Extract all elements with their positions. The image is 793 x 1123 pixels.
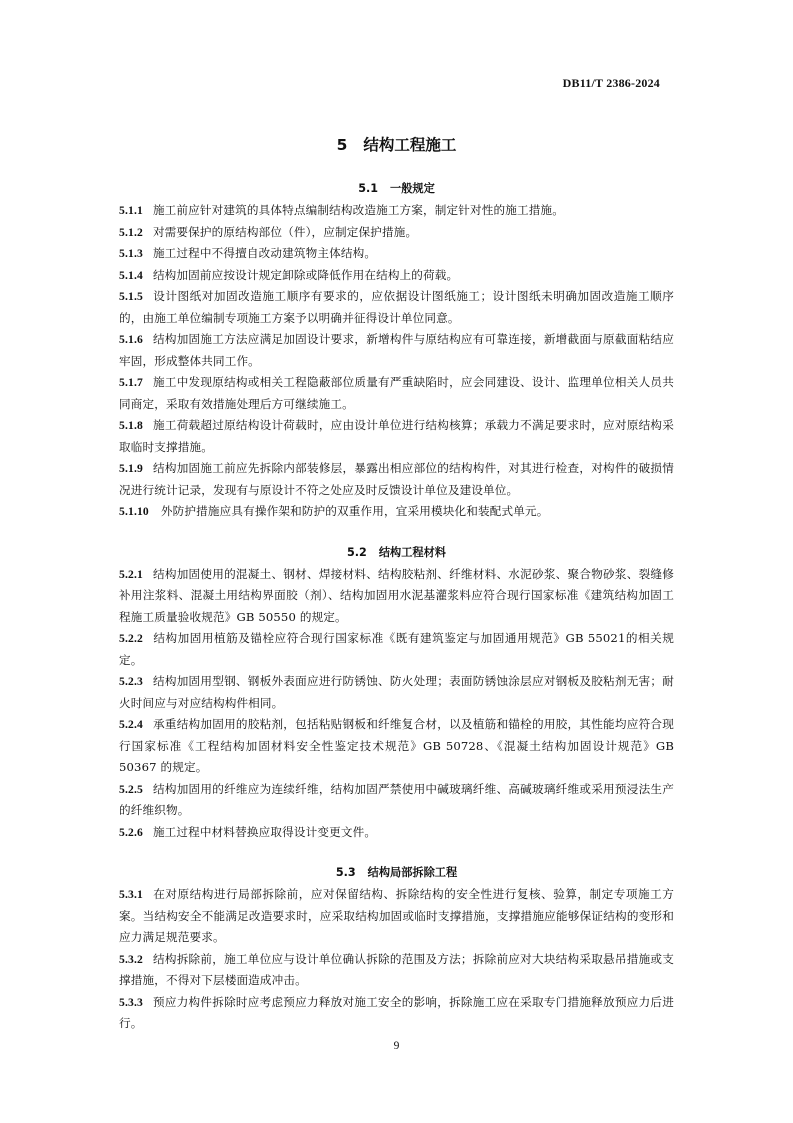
clause-number: 5.1.1: [119, 204, 143, 217]
clause-number: 5.2.3: [119, 675, 143, 688]
clause: [119, 329, 674, 372]
clause: [119, 200, 674, 222]
clause: [119, 884, 674, 949]
chapter-title: 结构工程施工: [363, 136, 457, 154]
clause-number: 5.1.6: [119, 333, 143, 346]
clause: [119, 265, 674, 287]
section-5-1: [119, 178, 674, 523]
clause-number: 5.2.1: [119, 567, 143, 581]
clause-text: 结构加固用植筋及锚栓应符合现行国家标准《既有建筑鉴定与加固通用规范》GB 55021的相关规定。: [119, 631, 674, 667]
clause-text: 施工过程中不得擅自改动建筑物主体结构。: [152, 246, 377, 260]
page-number: 9: [393, 1040, 400, 1052]
clause: [119, 458, 674, 501]
section-spacer: [119, 523, 674, 542]
clause-text: 结构拆除前，施工单位应与设计单位确认拆除的范围及方法；拆除前应对大块结构采取悬吊措施或支撑措施，不得对下层楼面造成冲击。: [119, 951, 674, 987]
clause-number: 5.3.3: [119, 995, 143, 1009]
clause: [119, 714, 674, 779]
clause-number: 5.1.10: [119, 505, 149, 518]
clause-text: 结构加固用型钢、钢板外表面应进行防锈蚀、防火处理；表面防锈蚀涂层应对钢板及胶粘剂无害；耐火时间应与对应结构构件相同。: [119, 674, 674, 710]
clause-number: 5.2.5: [119, 782, 143, 796]
clause-text: 结构加固施工前应先拆除内部装修层，暴露出相应部位的结构构件，对其进行检查，对构件的破损情况进行统计记录，发现有与原设计不符之处应及时反馈设计单位及建设单位。: [119, 461, 674, 497]
clause-text: 施工过程中材料替换应取得设计变更文件。: [152, 824, 377, 839]
clause-number: 5.1.2: [119, 225, 143, 239]
section-heading: [119, 542, 674, 564]
clause-number: 5.3.2: [119, 952, 143, 966]
clause-text: 预应力构件拆除时应考虑预应力释放对施工安全的影响，拆除施工应在采取专门措施释放预应力后进行。: [119, 994, 674, 1030]
clause: [119, 949, 674, 992]
clause-text: 对需要保护的原结构部位（件），应制定保护措施。: [152, 224, 418, 239]
section-number: 5.3: [335, 866, 356, 879]
clause-text: 施工中发现原结构或相关工程隐蔽部位质量有严重缺陷时，应会同建设、设计、监理单位相关人员共同商定，采取有效措施处理后方可继续施工。: [119, 375, 674, 411]
clause-text: 结构加固用的纤维应为连续纤维，结构加固严禁使用中碱玻璃纤维、高碱玻璃纤维或采用预浸法生产的纤维织物。: [119, 781, 674, 817]
section-title: 结构局部拆除工程: [367, 866, 458, 879]
clause-text: 承重结构加固用的胶粘剂，包括粘贴钢板和纤维复合材，以及植筋和锚栓的用胶，其性能均应符合现行国家标准《工程结构加固材料安全性鉴定技术规范》GB 50728、《混凝土结构加固设计规范》GB 50367 的规定。: [119, 717, 674, 774]
section-5-3: [119, 862, 674, 1035]
clause-number: 5.1.4: [119, 268, 143, 282]
clause-number: 5.1.7: [119, 376, 143, 389]
clause-text: 设计图纸对加固改造施工顺序有要求的，应依据设计图纸施工；设计图纸未明确加固改造施工顺序的，由施工单位编制专项施工方案予以明确并征得设计单位同意。: [119, 289, 674, 325]
section-number: 5.2: [347, 545, 367, 559]
clause: [119, 372, 674, 415]
clause-text: 施工前应针对建筑的具体特点编制结构改造施工方案，制定针对性的施工措施。: [152, 203, 564, 217]
clause-text: 在对原结构进行局部拆除前，应对保留结构、拆除结构的安全性进行复核、验算，制定专项施工方案。当结构安全不能满足改造要求时，应采取结构加固或临时支撑措施，支撑措施应能够保证结构的变形和应力满足规范要求。: [119, 887, 674, 944]
clause-number: 5.2.2: [119, 632, 143, 645]
document-body: [119, 178, 674, 1035]
clause: [119, 501, 674, 523]
clause: [119, 779, 674, 822]
clause: [119, 415, 674, 458]
section-title: 一般规定: [390, 182, 435, 195]
clause: [119, 822, 674, 844]
document-code: DB11/T 2386-2024: [562, 76, 660, 90]
clause: [119, 243, 674, 265]
clause-number: 5.1.3: [119, 247, 143, 260]
section-title: 结构工程材料: [378, 545, 446, 559]
clause-text: 施工荷载超过原结构设计荷载时，应由设计单位进行结构核算；承载力不满足要求时，应对原结构采取临时支撑措施。: [119, 418, 674, 454]
clause: [119, 992, 674, 1035]
clause-number: 5.3.1: [119, 888, 143, 901]
chapter-number: 5: [336, 136, 348, 154]
section-5-2: [119, 542, 674, 844]
section-heading: [119, 862, 674, 884]
clause-number: 5.1.5: [119, 290, 143, 303]
clause-number: 5.2.4: [119, 718, 143, 731]
clause-text: 结构加固使用的混凝土、钢材、焊接材料、结构胶粘剂、纤维材料、水泥砂浆、聚合物砂浆、裂缝修补用注浆料、混凝土用结构界面胶（剂）、结构加固用水泥基灌浆料应符合现行国家标准《建筑结构加固工程施工质量验收规范》GB 50550 的规定。: [119, 566, 674, 624]
clause-text: 结构加固前应按设计规定卸除或降低作用在结构上的荷载。: [152, 267, 459, 282]
clause-text: 结构加固施工方法应满足加固设计要求，新增构件与原结构应有可靠连接，新增截面与原截面粘结应牢固，形成整体共同工作。: [119, 332, 674, 368]
section-number: 5.1: [358, 182, 379, 195]
clause-number: 5.2.6: [119, 825, 143, 839]
clause: [119, 564, 674, 629]
clause: [119, 671, 674, 714]
clause: [119, 222, 674, 244]
clause: [119, 286, 674, 329]
section-spacer: [119, 843, 674, 862]
clause-text: 外防护措施应具有操作架和防护的双重作用，宜采用模块化和装配式单元。: [160, 504, 549, 518]
section-heading: [119, 178, 674, 200]
chapter-heading: [0, 133, 793, 155]
clause: [119, 628, 674, 671]
clause-number: 5.1.9: [119, 462, 143, 475]
clause-number: 5.1.8: [119, 419, 143, 432]
